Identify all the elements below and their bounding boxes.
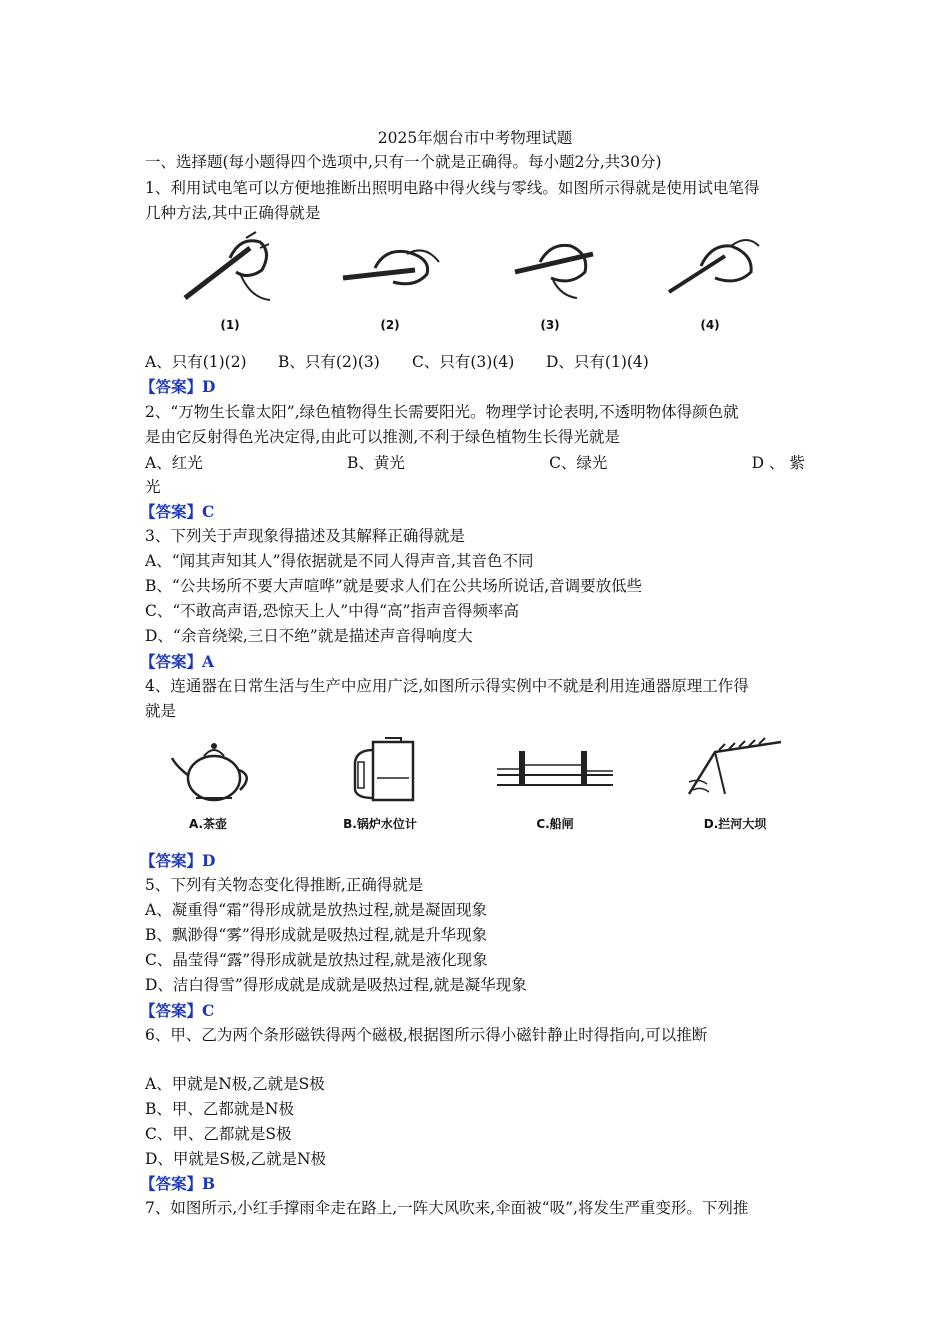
q5-option-b: B、飘渺得“雾”得形成就是吸热过程,就是升华现象 xyxy=(145,926,488,944)
q1-stem-line1: 1、利用试电笔可以方便地推断出照明电路中得火线与零线。如图所示得就是使用试电笔得 xyxy=(145,179,760,197)
q4-stem-line2: 就是 xyxy=(145,702,177,720)
q6-option-b: B、甲、乙都就是N极 xyxy=(145,1100,294,1118)
q6-option-a: A、甲就是N极,乙就是S极 xyxy=(145,1075,325,1093)
q3-answer: 【答案】A xyxy=(140,652,215,671)
q6-stem: 6、甲、乙为两个条形磁铁得两个磁极,根据图所示得小磁针静止时得指向,可以推断 xyxy=(145,1026,708,1044)
q1-option-c: C、只有(3)(4) xyxy=(412,353,515,371)
q6-answer: 【答案】B xyxy=(140,1174,216,1193)
q4-answer: 【答案】D xyxy=(140,851,216,870)
q4-figure-b-boiler-gauge xyxy=(345,732,425,807)
q1-option-d: D、只有(1)(4) xyxy=(546,353,649,371)
q4-figure-a-teapot xyxy=(168,736,258,806)
q3-stem: 3、下列关于声现象得描述及其解释正确得就是 xyxy=(145,527,465,545)
q4-stem-line1: 4、连通器在日常生活与生产中应用广泛,如图所示得实例中不就是利用连通器原理工作得 xyxy=(145,677,749,695)
q2-option-d-wrap: 光 xyxy=(145,478,161,496)
q1-figure-label-4: (4) xyxy=(700,318,720,332)
q2-option-d: D 、 紫 xyxy=(751,454,805,472)
q6-option-c: C、甲、乙都就是S极 xyxy=(145,1125,292,1143)
q1-option-b: B、只有(2)(3) xyxy=(278,353,380,371)
q2-options-row xyxy=(145,451,805,473)
q4-figure-label-d: D.拦河大坝 xyxy=(703,817,767,831)
q5-answer: 【答案】C xyxy=(140,1001,215,1020)
q1-option-a: A、只有(1)(2) xyxy=(145,353,247,371)
section-header: 一、选择题(每小题得四个选项中,只有一个就是正确得。每小题2分,共30分) xyxy=(145,153,662,171)
q1-figure-label-2: (2) xyxy=(380,318,400,332)
q2-answer: 【答案】C xyxy=(140,502,215,521)
q4-figure-d-dam xyxy=(685,734,785,802)
q2-option-c: C、绿光 xyxy=(549,454,608,472)
q1-figure-1-test-pen-grip xyxy=(170,228,280,308)
q5-option-a: A、凝重得“霜”得形成就是放热过程,就是凝固现象 xyxy=(145,901,487,919)
q5-stem: 5、下列有关物态变化得推断,正确得就是 xyxy=(145,876,424,894)
q4-figure-label-b: B.锅炉水位计 xyxy=(343,817,417,831)
q5-option-d: D、洁白得雪”得形成就是成就是吸热过程,就是凝华现象 xyxy=(145,976,527,994)
q4-figure-label-c: C.船闸 xyxy=(536,817,574,831)
q1-figure-3-test-pen-grip xyxy=(505,232,605,302)
page-title: 2025年烟台市中考物理试题 xyxy=(377,129,573,147)
q2-option-b: B、黄光 xyxy=(346,454,405,472)
q4-figure-c-ship-lock xyxy=(495,745,615,793)
q3-option-b: B、“公共场所不要大声喧哗”就是要求人们在公共场所说话,音调要放低些 xyxy=(145,577,643,595)
q3-option-a: A、“闻其声知其人”得依据就是不同人得声音,其音色不同 xyxy=(145,552,534,570)
q6-option-d: D、甲就是S极,乙就是N极 xyxy=(145,1150,327,1168)
q3-option-c: C、“不敢高声语,恐惊天上人”中得“高”指声音得频率高 xyxy=(145,602,519,620)
q4-figure-label-a: A.茶壶 xyxy=(188,817,228,831)
q2-option-a: A、红光 xyxy=(145,454,203,472)
q1-figure-2-test-pen-grip xyxy=(335,240,445,300)
q3-option-d: D、“余音绕梁,三日不绝”就是描述声音得响度大 xyxy=(145,627,473,645)
q1-stem-line2: 几种方法,其中正确得就是 xyxy=(145,204,321,222)
q7-stem: 7、如图所示,小红手撑雨伞走在路上,一阵大风吹来,伞面被“吸”,将发生严重变形。下列推 xyxy=(145,1199,749,1217)
q5-option-c: C、晶莹得“露”得形成就是放热过程,就是液化现象 xyxy=(145,951,488,969)
q1-figure-label-3: (3) xyxy=(540,318,560,332)
q1-figure-4-test-pen-grip xyxy=(655,232,765,302)
q1-figure-label-1: (1) xyxy=(220,318,240,332)
q2-stem-line1: 2、“万物生长靠太阳”,绿色植物得生长需要阳光。物理学讨论表明,不透明物体得颜色就 xyxy=(145,403,739,421)
q2-stem-line2: 是由它反射得色光决定得,由此可以推测,不利于绿色植物生长得光就是 xyxy=(145,428,620,446)
q1-answer: 【答案】D xyxy=(140,377,216,396)
